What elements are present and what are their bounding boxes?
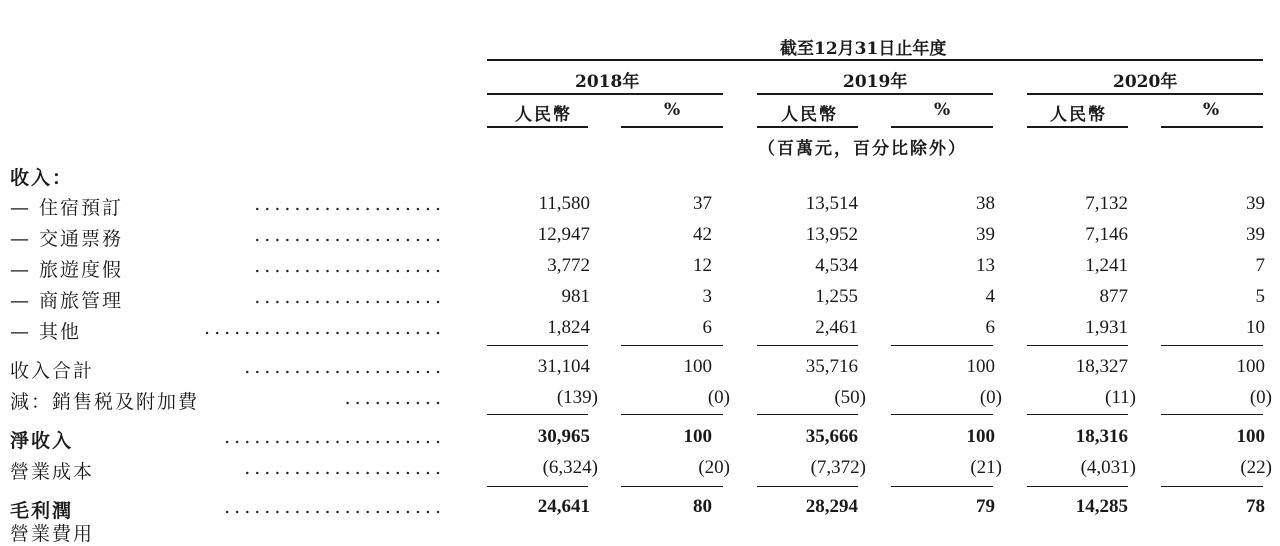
row-value: 10 bbox=[1246, 317, 1265, 338]
row-value: 79 bbox=[976, 496, 995, 517]
subtotal-rule bbox=[1027, 414, 1128, 415]
row-value: 5 bbox=[1255, 286, 1265, 307]
year-2019: 2019年 bbox=[843, 72, 908, 92]
row-value: (22) bbox=[1240, 457, 1272, 478]
percent-label-2020: % bbox=[1203, 100, 1222, 120]
subtotal-rule bbox=[487, 414, 588, 415]
row-value: 13,952 bbox=[805, 224, 858, 245]
row-value: (7,372) bbox=[810, 457, 866, 478]
row-value: (0) bbox=[979, 387, 1002, 408]
row-value: (0) bbox=[1249, 387, 1272, 408]
row-leader-dots: .................... bbox=[244, 457, 445, 479]
row-value: 39 bbox=[976, 224, 995, 245]
row-value: 7,132 bbox=[1085, 193, 1128, 214]
col-rule-rmb-2019 bbox=[757, 126, 858, 128]
row-value: 35,666 bbox=[805, 426, 858, 447]
row-leader-dots: ...................... bbox=[224, 496, 445, 518]
percent-label-2019: % bbox=[934, 100, 953, 120]
row-leader-dots: ................... bbox=[254, 286, 445, 308]
row-value: 35,716 bbox=[805, 356, 858, 377]
row-value: 100 bbox=[966, 356, 995, 377]
row-value: 100 bbox=[683, 356, 712, 377]
year-2020: 2020年 bbox=[1113, 72, 1178, 92]
col-rule-pct-2020 bbox=[1161, 126, 1263, 128]
row-value: (11) bbox=[1105, 387, 1136, 408]
row-value: 80 bbox=[693, 496, 712, 517]
currency-label-2019: 人民幣 bbox=[781, 105, 838, 125]
row-value: 6 bbox=[985, 317, 995, 338]
row-label-cutoff: 營業費用 bbox=[10, 523, 95, 545]
row-value: (6,324) bbox=[542, 457, 598, 478]
row-leader-dots: ................... bbox=[254, 255, 445, 277]
row-value: (50) bbox=[834, 387, 866, 408]
row-value: 13 bbox=[976, 255, 995, 276]
period-title: 截至12月31日止年度 bbox=[780, 39, 947, 59]
row-value: 31,104 bbox=[537, 356, 590, 377]
section-label-revenue: 收入： bbox=[10, 167, 74, 189]
row-value: 1,241 bbox=[1085, 255, 1128, 276]
row-value: (0) bbox=[707, 387, 730, 408]
year-rule-2018 bbox=[487, 93, 723, 95]
subtotal-rule bbox=[757, 414, 858, 415]
row-leader-dots: ................... bbox=[254, 193, 445, 215]
row-value: 78 bbox=[1246, 496, 1265, 517]
row-value: 30,965 bbox=[537, 426, 590, 447]
row-value: 13,514 bbox=[805, 193, 858, 214]
subtotal-rule bbox=[1161, 345, 1263, 346]
col-rule-pct-2018 bbox=[621, 126, 723, 128]
row-value: 981 bbox=[561, 286, 590, 307]
row-value: 1,824 bbox=[547, 317, 590, 338]
row-label: — 交通票務 bbox=[10, 228, 124, 250]
subtotal-rule bbox=[1161, 414, 1263, 415]
row-leader-dots: ...................... bbox=[224, 426, 445, 448]
unit-note: （百萬元，百分比除外） bbox=[758, 139, 967, 159]
row-value: 7 bbox=[1255, 255, 1265, 276]
row-value: (4,031) bbox=[1080, 457, 1136, 478]
row-value: 1,931 bbox=[1085, 317, 1128, 338]
row-label: 毛利潤 bbox=[10, 500, 74, 522]
col-rule-rmb-2018 bbox=[487, 126, 588, 128]
year-rule-2019 bbox=[757, 93, 993, 95]
row-value: 24,641 bbox=[537, 496, 590, 517]
year-rule-2020 bbox=[1027, 93, 1263, 95]
row-value: 100 bbox=[1236, 426, 1265, 447]
row-value: (21) bbox=[970, 457, 1002, 478]
row-value: 4,534 bbox=[815, 255, 858, 276]
row-label: — 商旅管理 bbox=[10, 290, 124, 312]
row-leader-dots: ........................ bbox=[204, 317, 445, 339]
subtotal-rule bbox=[621, 486, 723, 487]
row-label: — 住宿預訂 bbox=[10, 197, 124, 219]
row-leader-dots: ................... bbox=[254, 224, 445, 246]
subtotal-rule bbox=[621, 414, 723, 415]
row-value: 12 bbox=[693, 255, 712, 276]
subtotal-rule bbox=[891, 414, 993, 415]
row-value: 18,316 bbox=[1075, 426, 1128, 447]
row-value: 14,285 bbox=[1075, 496, 1128, 517]
row-value: 100 bbox=[966, 426, 995, 447]
row-value: 39 bbox=[1246, 193, 1265, 214]
subtotal-rule bbox=[891, 486, 993, 487]
row-value: 38 bbox=[976, 193, 995, 214]
subtotal-rule bbox=[487, 486, 588, 487]
subtotal-rule bbox=[1027, 486, 1128, 487]
row-value: 1,255 bbox=[815, 286, 858, 307]
row-value: 18,327 bbox=[1075, 356, 1128, 377]
row-label: 減：銷售税及附加費 bbox=[10, 391, 200, 413]
row-label: 營業成本 bbox=[10, 461, 95, 483]
row-value: (139) bbox=[556, 387, 598, 408]
row-label: — 其他 bbox=[10, 321, 82, 343]
subtotal-rule bbox=[891, 345, 993, 346]
row-value: 4 bbox=[985, 286, 995, 307]
row-value: 100 bbox=[1236, 356, 1265, 377]
subtotal-rule bbox=[621, 345, 723, 346]
row-label: 收入合計 bbox=[10, 360, 95, 382]
row-value: 12,947 bbox=[537, 224, 590, 245]
col-rule-rmb-2020 bbox=[1027, 126, 1128, 128]
header-top-rule bbox=[487, 59, 1263, 61]
row-value: (20) bbox=[698, 457, 730, 478]
col-rule-pct-2019 bbox=[891, 126, 993, 128]
subtotal-rule bbox=[1161, 486, 1263, 487]
row-value: 6 bbox=[702, 317, 712, 338]
row-value: 877 bbox=[1099, 286, 1128, 307]
percent-label-2018: % bbox=[664, 100, 683, 120]
row-label: — 旅遊度假 bbox=[10, 259, 124, 281]
year-2018: 2018年 bbox=[575, 72, 640, 92]
subtotal-rule bbox=[487, 345, 588, 346]
row-value: 11,580 bbox=[538, 193, 590, 214]
row-value: 7,146 bbox=[1085, 224, 1128, 245]
currency-label-2018: 人民幣 bbox=[515, 105, 572, 125]
row-value: 28,294 bbox=[805, 496, 858, 517]
currency-label-2020: 人民幣 bbox=[1050, 105, 1107, 125]
subtotal-rule bbox=[757, 486, 858, 487]
subtotal-rule bbox=[757, 345, 858, 346]
row-value: 2,461 bbox=[815, 317, 858, 338]
row-leader-dots: .................... bbox=[244, 356, 445, 378]
row-value: 37 bbox=[693, 193, 712, 214]
row-value: 39 bbox=[1246, 224, 1265, 245]
row-leader-dots: .......... bbox=[344, 387, 445, 409]
row-value: 3,772 bbox=[547, 255, 590, 276]
row-value: 42 bbox=[693, 224, 712, 245]
row-value: 3 bbox=[702, 286, 712, 307]
subtotal-rule bbox=[1027, 345, 1128, 346]
row-value: 100 bbox=[683, 426, 712, 447]
row-label: 淨收入 bbox=[10, 430, 74, 452]
